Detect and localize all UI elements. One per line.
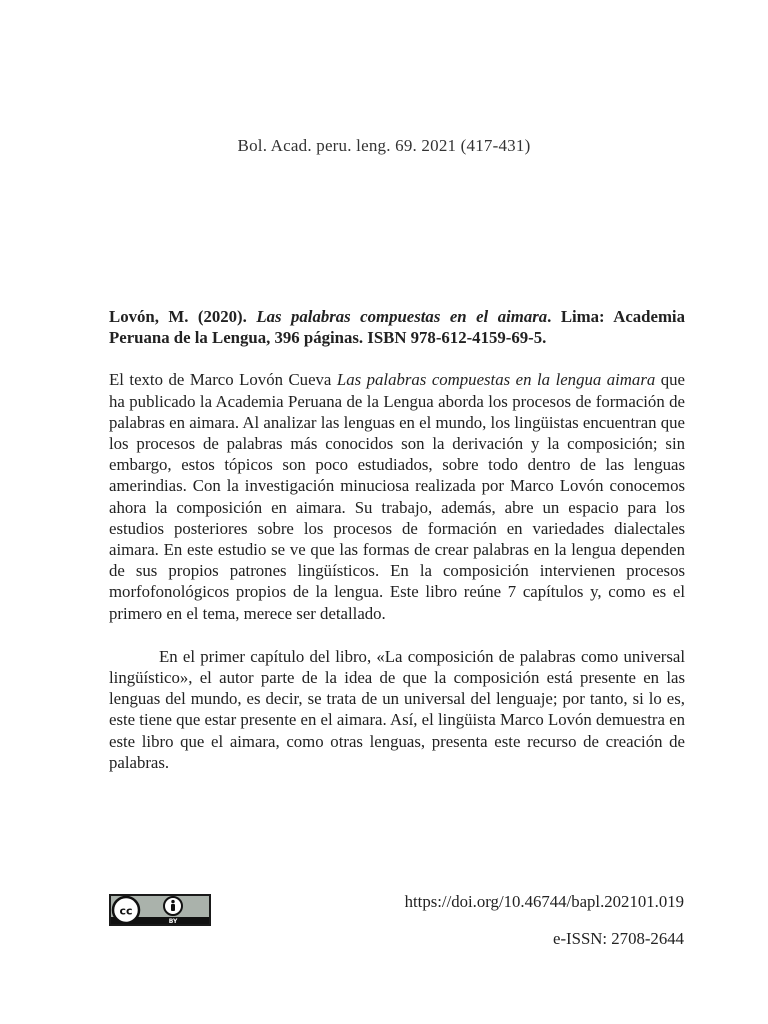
citation-title: Las palabras compuestas en el aimara: [256, 307, 548, 326]
paragraph-2: En el primer capítulo del libro, «La composición de palabras como universal lingüístico», el autor parte de la idea de que la composición está presente en las lenguas del mundo, es decir, se trata de un universal del lenguaje; por tanto, si lo es, este tiene que estar presente en el aimara. Así, el lingüista Marco Lovón demuestra en este libro que el aimara, como otras lenguas, presenta este recurso de creación de palabras.: [109, 646, 685, 772]
paragraph-1-intro: El texto de Marco Lovón Cueva: [109, 370, 337, 390]
paragraph-1: [109, 369, 685, 623]
citation-rest: . Lima: Academia Peruana de la Lengua, 396 páginas. ISBN 978-612-4159-69-5.: [109, 307, 685, 348]
doi-link[interactable]: https://doi.org/10.46744/bapl.202101.019: [404, 892, 684, 911]
eissn-label: e-ISSN: 2708-2644: [553, 929, 684, 948]
main-content: [109, 306, 685, 795]
running-head: Bol. Acad. peru. leng. 69. 2021 (417-431): [237, 136, 531, 155]
paragraph-1-body: que ha publicado la Academia Peruana de la Lengua aborda los procesos de formación de palabras en aimara. Al analizar las lenguas en el mundo, los lingüistas encuentran que los procesos de palabras más conocidos son la derivación y la composición; sin embargo, estos tópicos son poco estudiados, sobre todo dentro de las lenguas amerindias. Con la investigación minuciosa realizada por Marco Lovón conocemos ahora la composición en aimara. Su trabajo, además, abre un espacio para los estudios posteriores sobre los procesos de formación en variedades dialectales aimara. En este estudio se ve que las formas de crear palabras en la lengua dependen de sus propios patrones lingüísticos. En la composición intervienen procesos morfofonológicos propios de la lengua. Este libro reúne 7 capítulos y, como es el primero en el tema, merece ser detallado.: [109, 370, 685, 623]
cc-by-icon: [109, 894, 211, 926]
paragraph-1-book-title: Las palabras compuestas en la lengua aimara: [336, 370, 656, 390]
cc-by-label: BY: [168, 918, 178, 925]
book-citation: [109, 306, 685, 348]
citation-author-year: Lovón, M. (2020).: [109, 307, 247, 326]
svg-text:cc: cc: [119, 904, 133, 918]
cc-by-license-badge[interactable]: [109, 894, 211, 926]
